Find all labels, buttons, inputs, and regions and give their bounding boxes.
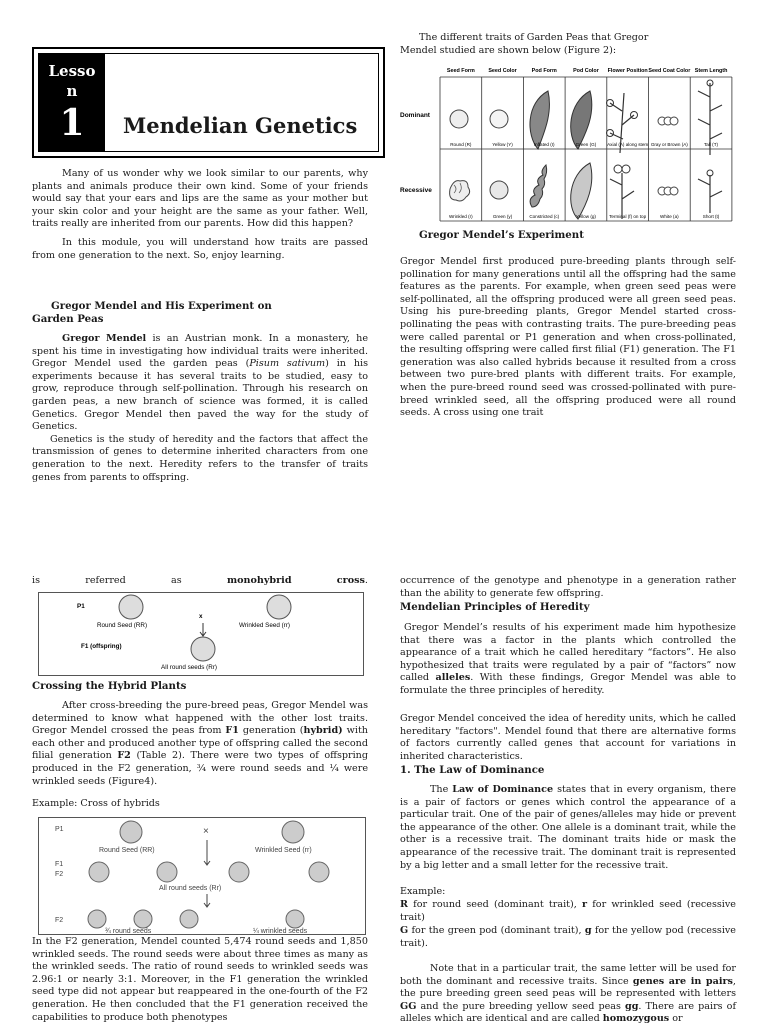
word-referred: referred: [85, 575, 126, 586]
mendel-text-b: ) in his experiments because it has several traits to be studied, easy to grow, reproduce through self-pollination. Through his research on garden peas, a new branch of science was formed, it is called Genetics. Gregor Mendel then paved the way for the study of Genetics.: [32, 358, 368, 433]
round-seed-rr-drawing: [119, 595, 143, 619]
cross-arrow: [200, 623, 206, 636]
dominant-inflated-pod-drawing: [530, 91, 549, 149]
recessive-terminal-flower-drawing: [610, 165, 634, 219]
lesson-word-line1: Lesso: [48, 62, 96, 80]
f1-result-label: All round seeds (Rr): [161, 664, 217, 671]
fig2-dominant-caption-4: Axial (A) along stem: [607, 142, 649, 147]
note-text-e: or: [669, 1013, 683, 1025]
lesson-title-box: [32, 47, 385, 158]
f1-round-seed-drawing: [191, 637, 215, 661]
figure-2-traits-table: [398, 63, 734, 223]
principles-heading: Mendelian Principles of Heredity: [400, 601, 590, 613]
fig2-header-3: Pod Color: [573, 68, 599, 74]
word-as: as: [171, 575, 182, 586]
heading-line-1: Gregor Mendel and His Experiment on: [51, 300, 272, 312]
fig2-recessive-caption-2: Constricted (c): [529, 214, 560, 219]
figure2-intro-line1: The different traits of Garden Peas that Gregor: [419, 32, 649, 43]
fig2-recessive-caption-3: Yellow (g): [575, 214, 596, 219]
intro-paragraph-2: In this module, you will understand how traits are passed from one generation to the next. So, enjoy learning.: [32, 236, 368, 261]
lesson-title-inner-frame: [38, 53, 379, 152]
hybrid-paragraph: [32, 700, 368, 788]
dominance-example-1: [400, 899, 736, 924]
hyb-round-seed-label: Round Seed (RR): [99, 847, 155, 854]
fig2-dominant-caption-0: Round (R): [450, 142, 472, 147]
fig2-dominant-caption-5: Gray or Brown (A): [650, 142, 688, 147]
fig2-header-1: Seed Color: [488, 68, 517, 74]
hyb-f1-seed-4: [309, 862, 329, 882]
fig2-header-0: Seed Form: [446, 68, 475, 74]
law-text-b: states that in every organism, there is a pair of factors or genes which control the appearance of a particular trait. One of the pair of genes/alleles may hide or prevent the appearance of the other. One allele is a dominant trait, while the other is a recessive trait. The dominant traits hide or mask the appearance of the recessive trait. The dominant trait is represented by a big letter and a small letter for the recessive trait.: [400, 784, 736, 871]
dominant-green-pod-drawing: [571, 91, 592, 149]
recessive-constricted-pod-drawing: [530, 165, 547, 207]
law-bold: Law of Dominance: [452, 784, 554, 795]
note-text-c: and the pure breeding yellow seed peas: [416, 1000, 625, 1012]
ex2-g: g: [584, 925, 592, 936]
f1-offspring-label: F1 (offspring): [81, 643, 122, 650]
hyb-f2-wrinkled: [286, 910, 304, 928]
fig2-header-6: Stem Length: [694, 68, 728, 74]
section-heading-mendel: [32, 300, 371, 326]
recessive-wrinkled-seed-drawing: [450, 181, 470, 201]
hyb-f1-seed-2: [157, 862, 177, 882]
heredity-units-paragraph: Gregor Mendel conceived the idea of heredity units, which he called hereditary "factors". Mendel found that there are alternative forms of factors currently called genes that account for variations in inherited characteristics.: [400, 713, 736, 762]
recessive-yellow-pod-drawing: [571, 163, 592, 219]
row-label-recessive: Recessive: [400, 187, 432, 194]
experiment-heading: Gregor Mendel’s Experiment: [419, 229, 584, 241]
note-GG: GG: [400, 1000, 417, 1012]
recessive-white-seed-coat-drawing: [658, 187, 678, 195]
hyb-f1-seed-1: [89, 862, 109, 882]
ex2-text-b: for the yellow pod (recessive trait).: [400, 925, 736, 949]
intro-section: [32, 168, 368, 262]
note-homozygous: homozygous: [602, 1013, 670, 1025]
dominant-gray-seed-coat-drawing: [658, 117, 678, 125]
experiment-paragraph: Gregor Mendel first produced pure-breeding plants through self-pollination for many generations until all the offspring had the same features as the parents. For example, when green seed peas were self-pollinated, all the offspring produced were all green seed peas. Using his pure-breeding plants, Gregor Mendel started cross-pollinating the peas with contrasting traits. The pure-breeding peas were called parental or P1 generation and when cross-pollinated, the resulting offspring were called first filial (F1) generation. The F1 generation was also called hybrids because it resulted from a cross between two pure-bred plants with different traits. For example, when the pure-breed round seed was crossed-pollinated with pure-breed wrinkled seed, all the offspring produced were all round seeds. A cross using one trait: [400, 256, 736, 419]
fig2-dominant-caption-6: Tall (T): [704, 142, 719, 147]
law-of-dominance-heading: 1. The Law of Dominance: [400, 764, 545, 776]
fig2-recessive-caption-1: Green (y): [492, 214, 513, 219]
principles-paragraph: [400, 622, 736, 698]
dominance-example-2: [400, 925, 736, 950]
fig2-header-4: Flower Position: [607, 68, 648, 74]
mendel-name-bold: Gregor Mendel: [62, 333, 147, 344]
fig2-dominant-caption-2: Inflated (I): [533, 142, 555, 147]
hybrid-text-b: generation (: [238, 725, 304, 737]
dominant-round-seed-drawing: [450, 110, 468, 128]
f2-generation-paragraph: In the F2 generation, Mendel counted 5,474 round seeds and 1,850 wrinkled seeds. The round seeds were about three times as many as the wrinkled seeds. The ratio of round seeds to wrinkled seeds was 2.96:1 or nearly 3:1. Moreover, in the F1 generation the wrinkled seed type did not appear but reappeared in the one-fourth of the F2 generation. He then concluded that the F1 generation received the capabilities to produce both phenotypes: [32, 936, 368, 1023]
note-text-a: Note that in a particular trait, the same letter will be used for both the dominant and recessive traits. Since: [400, 963, 736, 987]
figure-monohybrid-cross: [38, 592, 364, 676]
heading-line-2: Garden Peas: [32, 313, 104, 325]
fig2-dominant-caption-3: Green (G): [575, 142, 597, 147]
fig2-recessive-caption-4: Terminal (f) on top: [609, 214, 647, 219]
hyb-f2-round-2: [134, 910, 152, 928]
ex2-text-a: for the green pod (dominant trait),: [408, 925, 585, 936]
word-cross: cross: [336, 575, 365, 586]
p1-label: P1: [77, 603, 85, 610]
hyb-f2-round-label: ¾ round seeds: [105, 928, 152, 934]
mendel-text-a: is an Austrian monk. In a monastery, he spent his time in investigating how individual traits were inherited. Gregor Mendel used the garden peas (: [32, 333, 368, 370]
hyb-p1-label: P1: [55, 826, 64, 833]
hybrid-f2: F2: [117, 750, 131, 762]
recessive-short-stem-drawing: [698, 170, 722, 213]
ex2-G: G: [400, 925, 409, 936]
hyb-arrow-2: [204, 894, 210, 907]
wrinkled-seed-rr-label: Wrinkled Seed (rr): [239, 622, 290, 629]
alleles-bold: alleles: [435, 672, 471, 684]
ex1-r: r: [581, 899, 588, 910]
hyb-cross-x: ×: [203, 826, 209, 837]
principles-text: [400, 622, 736, 698]
example-hybrids-label: Example: Cross of hybrids: [32, 798, 160, 809]
fig2-dominant-caption-1: Yellow (Y): [492, 142, 513, 147]
hyb-f2-wrinkled-label: ¼ wrinkled seeds: [253, 928, 308, 934]
lesson-title: Mendelian Genetics: [123, 113, 358, 138]
principles-text-b: . With these findings, Gregor Mendel was able to formulate the three principles of heredity.: [400, 672, 736, 696]
hybrid-text-d: (Table 2). There were two types of offspring produced in the F2 generation, ¾ were round seeds and ¼ were wrinkled seeds (Figure4).: [32, 750, 368, 787]
hybrid-word: hybrid): [303, 725, 343, 737]
hybrid-f1: F1: [225, 725, 239, 737]
genetics-paragraph: Genetics is the study of heredity and the factors that affect the transmission of genes to determine inherited characters from one generation to the next. Heredity refers to the transfer of traits genes from parents to offspring.: [32, 433, 368, 483]
principles-text-a: Gregor Mendel’s results of his experiment made him hypothesize that there was a factor in the plants which controlled the appearance of a trait which he called hereditary “factors”. He also hypothesized that traits were regulated by a pair of “factors” now called: [400, 622, 736, 684]
hyb-f2-round-3: [180, 910, 198, 928]
hybrid-text-c: with each other and produced another type of offspring called the second filial generation: [32, 725, 368, 762]
hyb-f2a-label: F2: [55, 871, 64, 878]
fig2-header-5: Seed Coat Color: [648, 68, 691, 74]
hyb-f1-label: F1: [55, 861, 64, 868]
note-paragraph: [400, 963, 736, 1026]
note-text-d: . There are pairs of alleles which are identical and are called: [400, 1000, 736, 1025]
recessive-green-seed-drawing: [490, 181, 508, 199]
mendel-paragraph: [32, 333, 368, 434]
period: .: [364, 575, 368, 586]
pisum-sativum: Pisum sativum: [249, 358, 326, 370]
hyb-round-seed-drawing: [120, 821, 142, 843]
note-text: [400, 963, 736, 1026]
fig2-header-2: Pod Form: [531, 68, 557, 74]
intro-paragraph-1: Many of us wonder why we look similar to our parents, why plants and animals produce their own kind. Some of your friends would say that your ears and lips are the same as your mother but your skin color and your height are the same as your father. Well, traits really are inherited from our parents. How did this happen?: [32, 168, 368, 230]
hybrid-text-a: After cross-breeding the pure-breed peas, Gregor Mendel was determined to know what happened with the other lost traits. Gregor Mendel crossed the peas from: [32, 700, 368, 737]
lesson-number: 1: [59, 102, 85, 144]
wrinkled-seed-rr-drawing: [267, 595, 291, 619]
word-monohybrid: monohybrid: [226, 575, 292, 586]
monohybrid-continuation-line: [32, 575, 368, 588]
dominance-example-label: Example:: [400, 886, 446, 897]
word-is: is: [32, 575, 40, 586]
cross-x-label: x: [199, 613, 203, 620]
lesson-number-tab: [39, 54, 105, 151]
hyb-f2-label: F2: [55, 917, 64, 924]
law-text-a: The: [430, 784, 453, 795]
law-of-dominance-paragraph: [400, 784, 736, 872]
fig2-recessive-caption-5: White (a): [660, 214, 679, 219]
hyb-wrinkled-seed-drawing: [282, 821, 304, 843]
row-label-dominant: Dominant: [400, 112, 430, 119]
round-seed-rr-label: Round Seed (RR): [97, 622, 148, 629]
hybrid-heading: Crossing the Hybrid Plants: [32, 680, 187, 692]
hyb-arrow-1: [204, 840, 210, 865]
figure2-intro-line2: Mendel studied are shown below (Figure 2):: [400, 44, 617, 56]
fig2-recessive-caption-6: Short (t): [702, 214, 720, 219]
fig2-recessive-caption-0: Wrinkled (r): [449, 214, 473, 219]
ex1-text-b: for wrinkled seed (recessive trait): [400, 899, 736, 923]
hybrid-text: [32, 700, 368, 788]
hyb-f1-result-label: All round seeds (Rr): [159, 885, 222, 892]
mendel-section: [32, 333, 368, 484]
occurrence-paragraph: occurrence of the genotype and phenotype in a generation rather than the ability to generate few offspring.: [400, 575, 736, 599]
note-gg: gg: [624, 1000, 639, 1012]
note-genes-in-pairs: genes are in pairs: [632, 975, 733, 987]
hyb-f2-round-1: [88, 910, 106, 928]
hyb-wrinkled-seed-label: Wrinkled Seed (rr): [255, 847, 312, 854]
ex1-text-a: for round seed (dominant trait),: [407, 899, 582, 910]
lesson-word-line2: n: [66, 82, 78, 100]
figure2-intro: [400, 32, 736, 57]
note-text-b: , the pure breeding green seed peas will be represented with letters: [400, 975, 736, 1000]
ex1-R: R: [400, 899, 408, 910]
dominant-yellow-seed-drawing: [490, 110, 508, 128]
hyb-f1-seed-3: [229, 862, 249, 882]
figure-hybrid-cross: [38, 817, 366, 935]
law-text: [400, 784, 736, 872]
